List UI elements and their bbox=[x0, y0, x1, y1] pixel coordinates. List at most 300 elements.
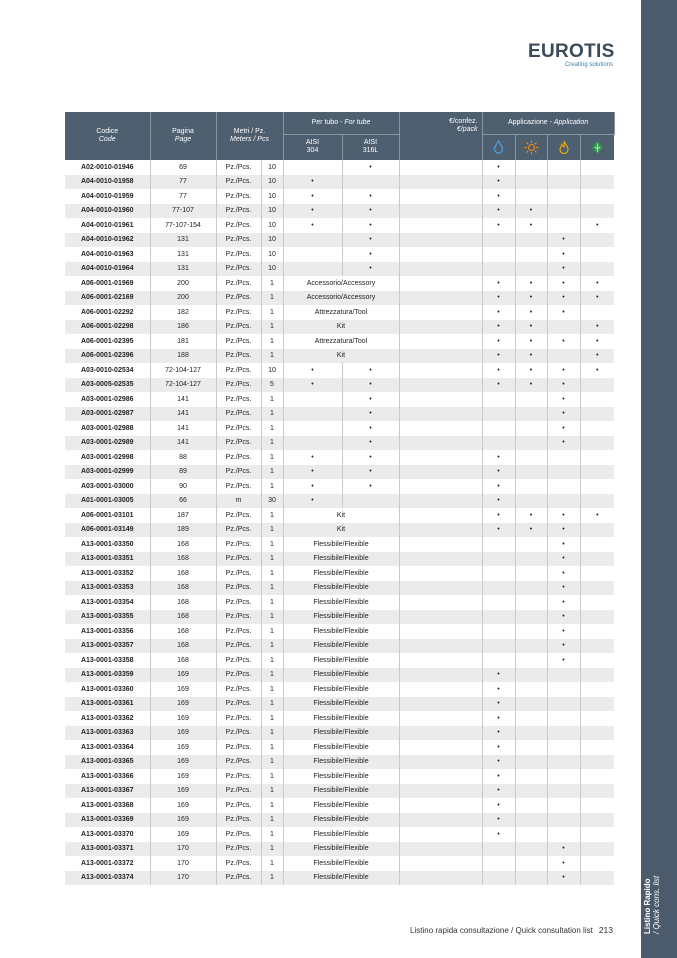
cell-app-sun: • bbox=[515, 378, 547, 393]
cell-unit: Pz./Pcs. bbox=[216, 639, 261, 654]
cell-price bbox=[399, 624, 482, 639]
cell-price bbox=[399, 842, 482, 857]
cell-unit: Pz./Pcs. bbox=[216, 392, 261, 407]
col-header-page: Pagina Page bbox=[150, 112, 216, 160]
table-row bbox=[65, 769, 614, 784]
cell-app-flame bbox=[547, 349, 580, 364]
cell-price bbox=[399, 581, 482, 596]
table-row bbox=[65, 175, 614, 190]
table-row bbox=[65, 407, 614, 422]
cell-aisi304: • bbox=[283, 218, 342, 233]
cell-app-water bbox=[482, 856, 515, 871]
cell-app-leaf bbox=[580, 465, 614, 480]
cell-app-water bbox=[482, 624, 515, 639]
cell-page: 182 bbox=[150, 305, 216, 320]
cell-code: A13-0001-03369 bbox=[65, 813, 150, 828]
cell-unit: Pz./Pcs. bbox=[216, 798, 261, 813]
cell-app-water: • bbox=[482, 827, 515, 842]
cell-code: A03-0001-02998 bbox=[65, 450, 150, 465]
table-row bbox=[65, 450, 614, 465]
table-row bbox=[65, 813, 614, 828]
cell-qty: 1 bbox=[261, 610, 283, 625]
table-row bbox=[65, 653, 614, 668]
cell-unit: Pz./Pcs. bbox=[216, 682, 261, 697]
cell-unit: Pz./Pcs. bbox=[216, 508, 261, 523]
cell-qty: 1 bbox=[261, 668, 283, 683]
cell-aisi304: • bbox=[283, 465, 342, 480]
cell-code: A13-0001-03368 bbox=[65, 798, 150, 813]
table-row bbox=[65, 827, 614, 842]
cell-price bbox=[399, 392, 482, 407]
cell-aisi316: • bbox=[342, 450, 399, 465]
cell-app-leaf bbox=[580, 537, 614, 552]
cell-app-leaf bbox=[580, 668, 614, 683]
cell-page: 131 bbox=[150, 247, 216, 262]
cell-app-sun bbox=[515, 871, 547, 886]
cell-page: 200 bbox=[150, 291, 216, 306]
cell-note: Flessibile/Flexible bbox=[283, 639, 399, 654]
cell-app-flame: • bbox=[547, 639, 580, 654]
cell-page: 188 bbox=[150, 349, 216, 364]
cell-app-water: • bbox=[482, 697, 515, 712]
cell-code: A13-0001-03365 bbox=[65, 755, 150, 770]
cell-aisi316: • bbox=[342, 189, 399, 204]
cell-app-water bbox=[482, 653, 515, 668]
cell-price bbox=[399, 552, 482, 567]
cell-page: 168 bbox=[150, 624, 216, 639]
cell-unit: Pz./Pcs. bbox=[216, 566, 261, 581]
cell-price bbox=[399, 653, 482, 668]
cell-app-sun bbox=[515, 798, 547, 813]
cell-note: Flessibile/Flexible bbox=[283, 537, 399, 552]
cell-qty: 1 bbox=[261, 653, 283, 668]
cell-qty: 1 bbox=[261, 639, 283, 654]
cell-aisi316: • bbox=[342, 363, 399, 378]
cell-page: 200 bbox=[150, 276, 216, 291]
cell-page: 169 bbox=[150, 827, 216, 842]
cell-app-sun bbox=[515, 711, 547, 726]
cell-aisi316: • bbox=[342, 262, 399, 277]
cell-app-leaf bbox=[580, 552, 614, 567]
cell-code: A02-0010-01946 bbox=[65, 160, 150, 175]
cell-app-water: • bbox=[482, 508, 515, 523]
cell-price bbox=[399, 726, 482, 741]
cell-app-leaf bbox=[580, 436, 614, 451]
cell-unit: Pz./Pcs. bbox=[216, 784, 261, 799]
table-row bbox=[65, 262, 614, 277]
table-row bbox=[65, 566, 614, 581]
cell-page: 169 bbox=[150, 711, 216, 726]
cell-code: A13-0001-03353 bbox=[65, 581, 150, 596]
cell-page: 168 bbox=[150, 639, 216, 654]
cell-app-flame: • bbox=[547, 305, 580, 320]
cell-price bbox=[399, 349, 482, 364]
cell-page: 141 bbox=[150, 421, 216, 436]
cell-app-flame: • bbox=[547, 552, 580, 567]
cell-note: Flessibile/Flexible bbox=[283, 682, 399, 697]
cell-app-flame: • bbox=[547, 581, 580, 596]
table-row bbox=[65, 508, 614, 523]
cell-unit: Pz./Pcs. bbox=[216, 160, 261, 175]
cell-app-leaf bbox=[580, 842, 614, 857]
cell-aisi316: • bbox=[342, 479, 399, 494]
cell-app-sun bbox=[515, 624, 547, 639]
cell-price bbox=[399, 407, 482, 422]
cell-app-water: • bbox=[482, 682, 515, 697]
cell-app-flame bbox=[547, 204, 580, 219]
cell-aisi316: • bbox=[342, 204, 399, 219]
cell-page: 77-107-154 bbox=[150, 218, 216, 233]
cell-page: 189 bbox=[150, 523, 216, 538]
table-row bbox=[65, 320, 614, 335]
table-row bbox=[65, 726, 614, 741]
cell-note: Flessibile/Flexible bbox=[283, 856, 399, 871]
cell-code: A03-0001-02988 bbox=[65, 421, 150, 436]
cell-aisi304 bbox=[283, 407, 342, 422]
sun-icon bbox=[515, 134, 547, 160]
table-row bbox=[65, 421, 614, 436]
cell-code: A04-0010-01963 bbox=[65, 247, 150, 262]
col-header-meters: Metri / Pz. Meters / Pcs bbox=[216, 112, 283, 160]
cell-page: 170 bbox=[150, 856, 216, 871]
cell-qty: 10 bbox=[261, 363, 283, 378]
cell-price bbox=[399, 639, 482, 654]
cell-app-flame bbox=[547, 494, 580, 509]
cell-app-leaf bbox=[580, 305, 614, 320]
cell-code: A04-0010-01961 bbox=[65, 218, 150, 233]
cell-app-leaf bbox=[580, 610, 614, 625]
table-row bbox=[65, 378, 614, 393]
table-row bbox=[65, 305, 614, 320]
cell-app-water: • bbox=[482, 320, 515, 335]
cell-page: 170 bbox=[150, 842, 216, 857]
cell-app-flame bbox=[547, 755, 580, 770]
cell-page: 90 bbox=[150, 479, 216, 494]
cell-price bbox=[399, 697, 482, 712]
cell-price bbox=[399, 262, 482, 277]
cell-page: 168 bbox=[150, 552, 216, 567]
cell-app-leaf bbox=[580, 827, 614, 842]
cell-app-flame: • bbox=[547, 856, 580, 871]
cell-code: A13-0001-03359 bbox=[65, 668, 150, 683]
product-table bbox=[65, 112, 615, 885]
cell-app-sun bbox=[515, 595, 547, 610]
cell-qty: 1 bbox=[261, 827, 283, 842]
cell-app-water bbox=[482, 842, 515, 857]
cell-code: A13-0001-03350 bbox=[65, 537, 150, 552]
cell-app-water: • bbox=[482, 305, 515, 320]
page-footer bbox=[410, 925, 613, 935]
table-row bbox=[65, 537, 614, 552]
cell-app-leaf bbox=[580, 682, 614, 697]
cell-app-sun bbox=[515, 784, 547, 799]
cell-price bbox=[399, 508, 482, 523]
cell-page: 88 bbox=[150, 450, 216, 465]
cell-unit: Pz./Pcs. bbox=[216, 871, 261, 886]
cell-qty: 1 bbox=[261, 552, 283, 567]
cell-app-leaf: • bbox=[596, 337, 599, 345]
cell-app-sun bbox=[515, 552, 547, 567]
cell-price bbox=[399, 871, 482, 886]
cell-code: A04-0010-01962 bbox=[65, 233, 150, 248]
cell-app-water: • bbox=[482, 798, 515, 813]
cell-app-leaf bbox=[580, 160, 614, 175]
cell-unit: Pz./Pcs. bbox=[216, 305, 261, 320]
cell-aisi316 bbox=[342, 494, 399, 509]
cell-unit: Pz./Pcs. bbox=[216, 334, 261, 349]
cell-app-leaf bbox=[580, 392, 614, 407]
cell-app-sun bbox=[515, 813, 547, 828]
col-header-aisi304: AISI 304 bbox=[283, 134, 342, 160]
table-row bbox=[65, 160, 614, 175]
table-row bbox=[65, 552, 614, 567]
cell-app-flame bbox=[547, 450, 580, 465]
cell-qty: 1 bbox=[261, 697, 283, 712]
cell-code: A04-0010-01959 bbox=[65, 189, 150, 204]
table-row bbox=[65, 711, 614, 726]
cell-page: 168 bbox=[150, 653, 216, 668]
cell-unit: m bbox=[216, 494, 261, 509]
cell-qty: 1 bbox=[261, 726, 283, 741]
cell-price bbox=[399, 189, 482, 204]
table-row bbox=[65, 595, 614, 610]
cell-app-flame bbox=[547, 160, 580, 175]
table-row bbox=[65, 668, 614, 683]
cell-app-water bbox=[482, 436, 515, 451]
cell-app-flame: • bbox=[547, 595, 580, 610]
table-row bbox=[65, 291, 614, 306]
cell-code: A13-0001-03371 bbox=[65, 842, 150, 857]
cell-app-flame: • bbox=[547, 566, 580, 581]
cell-qty: 10 bbox=[261, 233, 283, 248]
cell-app-sun: • bbox=[515, 276, 547, 291]
cell-qty: 1 bbox=[261, 436, 283, 451]
cell-app-sun: • bbox=[515, 320, 547, 335]
cell-qty: 1 bbox=[261, 320, 283, 335]
cell-page: 186 bbox=[150, 320, 216, 335]
cell-price bbox=[399, 856, 482, 871]
cell-aisi304 bbox=[283, 233, 342, 248]
cell-code: A13-0001-03356 bbox=[65, 624, 150, 639]
cell-code: A03-0001-03000 bbox=[65, 479, 150, 494]
cell-note: Flessibile/Flexible bbox=[283, 624, 399, 639]
cell-app-flame bbox=[547, 189, 580, 204]
side-tab bbox=[641, 0, 677, 958]
cell-app-sun bbox=[515, 740, 547, 755]
cell-unit: Pz./Pcs. bbox=[216, 769, 261, 784]
cell-code: A03-0005-02535 bbox=[65, 378, 150, 393]
cell-code: A03-0001-02989 bbox=[65, 436, 150, 451]
cell-code: A13-0001-03355 bbox=[65, 610, 150, 625]
cell-qty: 1 bbox=[261, 465, 283, 480]
table-row bbox=[65, 610, 614, 625]
table-row bbox=[65, 334, 614, 349]
cell-code: A06-0001-02292 bbox=[65, 305, 150, 320]
cell-price bbox=[399, 595, 482, 610]
leaf-icon bbox=[580, 134, 614, 160]
cell-code: A04-0010-01964 bbox=[65, 262, 150, 277]
cell-qty: 1 bbox=[261, 813, 283, 828]
cell-page: 141 bbox=[150, 407, 216, 422]
cell-app-sun: • bbox=[515, 291, 547, 306]
cell-app-water bbox=[482, 552, 515, 567]
flame-icon bbox=[547, 134, 580, 160]
cell-note: Flessibile/Flexible bbox=[283, 813, 399, 828]
cell-note: Accessorio/Accessory bbox=[283, 291, 399, 306]
cell-app-water: • bbox=[482, 291, 515, 306]
cell-app-sun bbox=[515, 581, 547, 596]
cell-app-water: • bbox=[482, 769, 515, 784]
cell-code: A13-0001-03362 bbox=[65, 711, 150, 726]
cell-qty: 1 bbox=[261, 276, 283, 291]
page-number: 213 bbox=[598, 925, 613, 935]
cell-code: A13-0001-03351 bbox=[65, 552, 150, 567]
cell-unit: Pz./Pcs. bbox=[216, 537, 261, 552]
cell-price bbox=[399, 305, 482, 320]
table-row bbox=[65, 784, 614, 799]
cell-app-flame bbox=[547, 697, 580, 712]
cell-price bbox=[399, 813, 482, 828]
cell-page: 72-104-127 bbox=[150, 378, 216, 393]
cell-app-flame: • bbox=[547, 334, 580, 349]
cell-code: A13-0001-03352 bbox=[65, 566, 150, 581]
cell-qty: 5 bbox=[261, 378, 283, 393]
cell-price bbox=[399, 204, 482, 219]
cell-qty: 1 bbox=[261, 856, 283, 871]
cell-app-water: • bbox=[482, 784, 515, 799]
cell-unit: Pz./Pcs. bbox=[216, 610, 261, 625]
cell-app-leaf bbox=[580, 175, 614, 190]
cell-app-leaf bbox=[580, 871, 614, 886]
cell-page: 66 bbox=[150, 494, 216, 509]
cell-code: A01-0001-03005 bbox=[65, 494, 150, 509]
cell-price bbox=[399, 523, 482, 538]
cell-app-flame: • bbox=[547, 291, 580, 306]
cell-page: 131 bbox=[150, 233, 216, 248]
cell-app-leaf bbox=[580, 769, 614, 784]
cell-unit: Pz./Pcs. bbox=[216, 262, 261, 277]
cell-qty: 10 bbox=[261, 247, 283, 262]
cell-price bbox=[399, 450, 482, 465]
cell-price bbox=[399, 769, 482, 784]
cell-qty: 1 bbox=[261, 508, 283, 523]
cell-app-flame: • bbox=[547, 421, 580, 436]
cell-code: A13-0001-03374 bbox=[65, 871, 150, 886]
cell-qty: 10 bbox=[261, 160, 283, 175]
cell-page: 141 bbox=[150, 436, 216, 451]
col-header-aisi316: AISI 316L bbox=[342, 134, 399, 160]
cell-price bbox=[399, 494, 482, 509]
cell-app-sun bbox=[515, 392, 547, 407]
cell-note: Flessibile/Flexible bbox=[283, 566, 399, 581]
cell-qty: 1 bbox=[261, 798, 283, 813]
cell-app-water: • bbox=[482, 479, 515, 494]
cell-page: 72-104-127 bbox=[150, 363, 216, 378]
col-header-price: €/confez. €/pack bbox=[399, 112, 482, 160]
cell-app-sun: • bbox=[515, 523, 547, 538]
cell-app-water bbox=[482, 233, 515, 248]
side-tab-subtitle: / Quick cons. list bbox=[652, 875, 661, 934]
cell-app-sun: • bbox=[515, 363, 547, 378]
cell-app-leaf bbox=[580, 697, 614, 712]
cell-note: Attrezzatura/Tool bbox=[283, 334, 399, 349]
cell-qty: 10 bbox=[261, 189, 283, 204]
cell-app-flame bbox=[547, 726, 580, 741]
cell-app-flame bbox=[547, 740, 580, 755]
cell-page: 89 bbox=[150, 465, 216, 480]
cell-app-water: • bbox=[482, 160, 515, 175]
cell-qty: 1 bbox=[261, 740, 283, 755]
cell-app-sun bbox=[515, 233, 547, 248]
cell-app-leaf: • bbox=[596, 366, 599, 374]
cell-app-water bbox=[482, 262, 515, 277]
cell-unit: Pz./Pcs. bbox=[216, 479, 261, 494]
cell-price bbox=[399, 233, 482, 248]
cell-unit: Pz./Pcs. bbox=[216, 668, 261, 683]
cell-code: A13-0001-03358 bbox=[65, 653, 150, 668]
cell-app-sun bbox=[515, 494, 547, 509]
cell-note: Flessibile/Flexible bbox=[283, 740, 399, 755]
cell-unit: Pz./Pcs. bbox=[216, 624, 261, 639]
cell-note: Flessibile/Flexible bbox=[283, 581, 399, 596]
cell-unit: Pz./Pcs. bbox=[216, 247, 261, 262]
footer-text: Listino rapida consultazione / Quick consultation list bbox=[410, 926, 593, 935]
cell-note: Flessibile/Flexible bbox=[283, 726, 399, 741]
table-row bbox=[65, 494, 614, 509]
cell-app-flame bbox=[547, 682, 580, 697]
cell-note: Flessibile/Flexible bbox=[283, 871, 399, 886]
cell-aisi316: • bbox=[342, 247, 399, 262]
cell-note: Kit bbox=[283, 349, 399, 364]
cell-page: 169 bbox=[150, 668, 216, 683]
cell-unit: Pz./Pcs. bbox=[216, 653, 261, 668]
cell-aisi304 bbox=[283, 392, 342, 407]
cell-code: A13-0001-03370 bbox=[65, 827, 150, 842]
cell-app-sun bbox=[515, 407, 547, 422]
cell-qty: 10 bbox=[261, 262, 283, 277]
cell-app-water bbox=[482, 610, 515, 625]
cell-app-flame bbox=[547, 479, 580, 494]
cell-unit: Pz./Pcs. bbox=[216, 552, 261, 567]
cell-page: 168 bbox=[150, 581, 216, 596]
cell-app-water bbox=[482, 247, 515, 262]
cell-code: A13-0001-03366 bbox=[65, 769, 150, 784]
cell-price bbox=[399, 479, 482, 494]
table-row bbox=[65, 755, 614, 770]
cell-qty: 1 bbox=[261, 784, 283, 799]
cell-app-leaf bbox=[580, 262, 614, 277]
cell-app-leaf bbox=[580, 856, 614, 871]
cell-unit: Pz./Pcs. bbox=[216, 711, 261, 726]
cell-code: A06-0001-02169 bbox=[65, 291, 150, 306]
cell-app-water bbox=[482, 537, 515, 552]
cell-app-sun: • bbox=[515, 349, 547, 364]
side-tab-title: Listino Rapido bbox=[643, 878, 652, 934]
cell-unit: Pz./Pcs. bbox=[216, 189, 261, 204]
cell-app-water: • bbox=[482, 740, 515, 755]
cell-app-flame: • bbox=[547, 378, 580, 393]
brand-name: EUROTIS bbox=[528, 41, 615, 62]
table-row bbox=[65, 218, 614, 233]
cell-note: Kit bbox=[283, 320, 399, 335]
cell-price bbox=[399, 668, 482, 683]
cell-aisi316: • bbox=[342, 378, 399, 393]
cell-app-water: • bbox=[482, 494, 515, 509]
cell-app-flame bbox=[547, 668, 580, 683]
cell-qty: 1 bbox=[261, 595, 283, 610]
brand-tagline: Creating solutions bbox=[564, 62, 613, 68]
cell-page: 169 bbox=[150, 697, 216, 712]
